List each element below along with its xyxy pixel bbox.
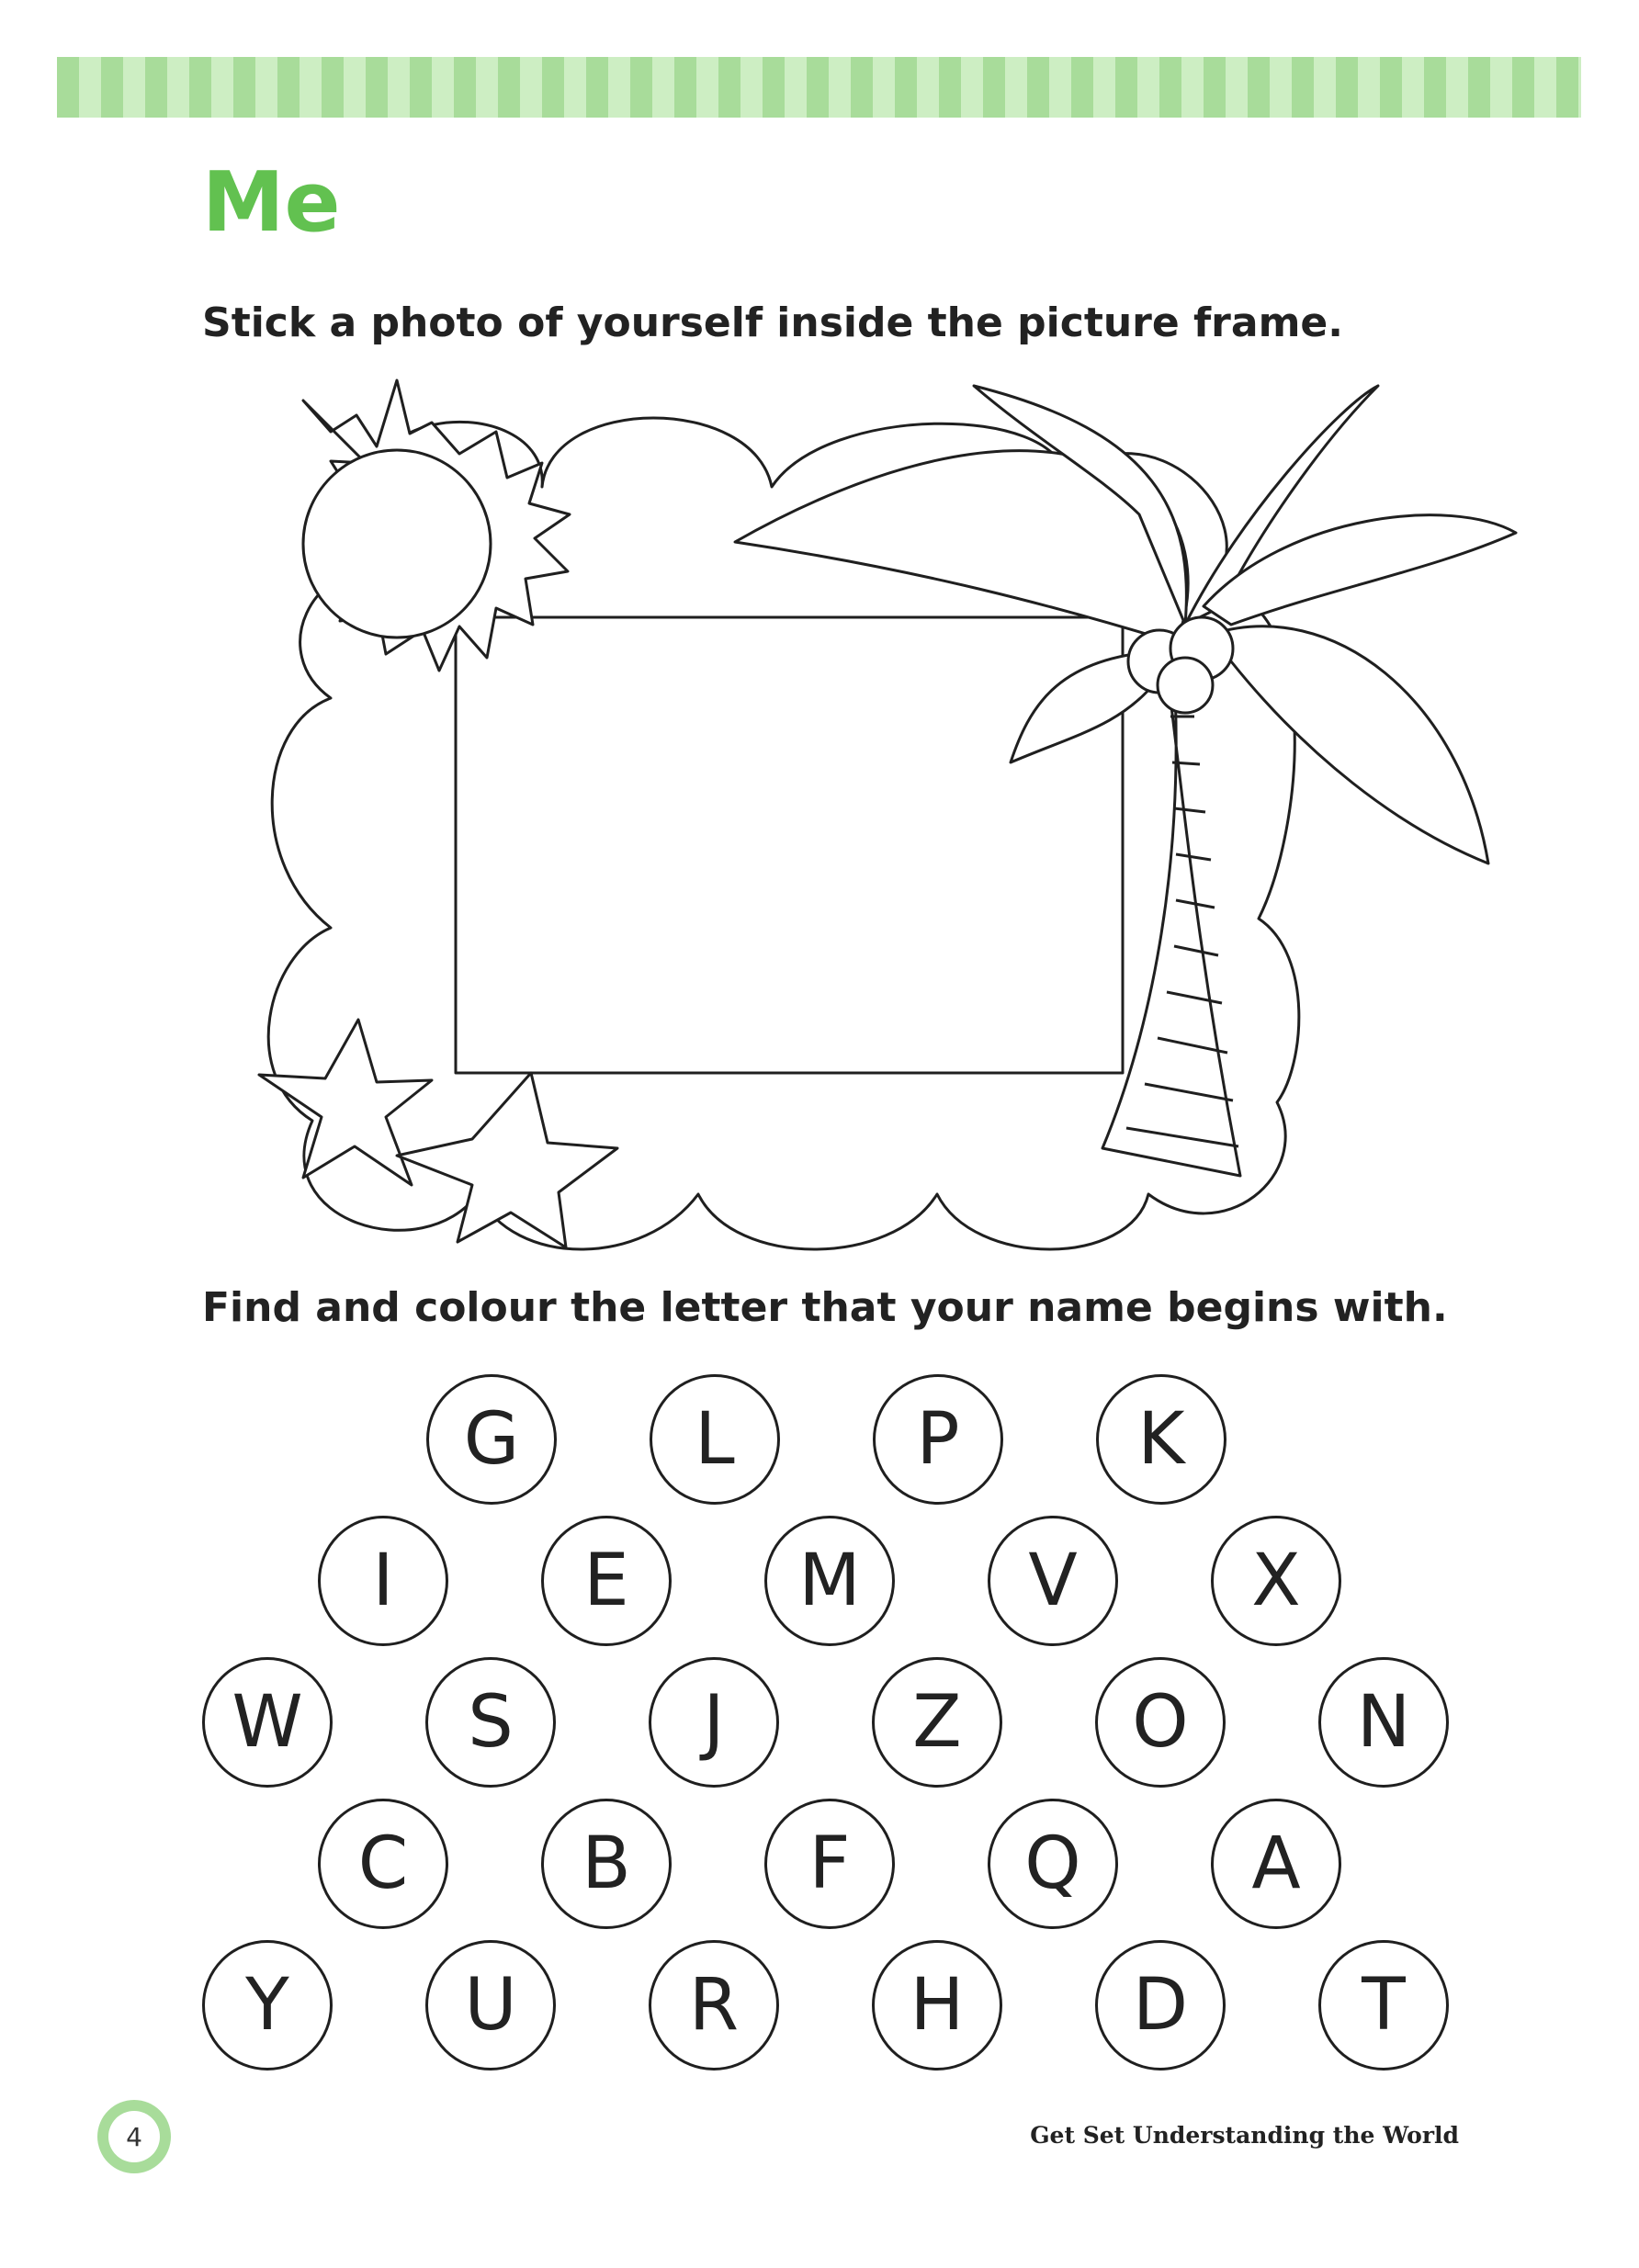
letter-label: O <box>1132 1681 1189 1764</box>
photo-area <box>456 617 1123 1073</box>
letter-circle-s[interactable] <box>425 1657 556 1788</box>
letter-label: N <box>1356 1681 1411 1764</box>
letter-circle-i[interactable] <box>318 1516 448 1646</box>
page-number: 4 <box>126 2121 142 2152</box>
letter-label: A <box>1251 1822 1301 1905</box>
letter-circle-g[interactable] <box>426 1374 557 1505</box>
letter-circle-u[interactable] <box>425 1940 556 2071</box>
letter-circle-m[interactable] <box>764 1516 895 1646</box>
letter-label: P <box>916 1398 960 1481</box>
letter-label: M <box>798 1540 861 1622</box>
footer-text: Get Set Understanding the World <box>1030 2122 1459 2149</box>
letter-circle-r[interactable] <box>649 1940 779 2071</box>
letter-circle-l[interactable] <box>650 1374 780 1505</box>
letter-label: V <box>1028 1540 1078 1622</box>
letter-label: F <box>808 1822 851 1905</box>
letter-label: T <box>1362 1964 1406 2047</box>
letter-label: R <box>688 1964 740 2047</box>
letter-circle-f[interactable] <box>764 1799 895 1929</box>
letter-label: Q <box>1024 1822 1081 1905</box>
instruction-photo: Stick a photo of yourself inside the picture frame. <box>202 299 1343 346</box>
letter-circle-v[interactable] <box>988 1516 1118 1646</box>
letter-circle-p[interactable] <box>873 1374 1003 1505</box>
letter-label: G <box>463 1398 520 1481</box>
letter-label: C <box>357 1822 409 1905</box>
letter-label: W <box>232 1681 303 1764</box>
letter-label: L <box>695 1398 735 1481</box>
page-number-badge <box>96 2098 173 2175</box>
letter-circle-j[interactable] <box>649 1657 779 1788</box>
letter-circle-t[interactable] <box>1318 1940 1449 2071</box>
letter-label: K <box>1137 1398 1185 1481</box>
letter-circle-b[interactable] <box>541 1799 672 1929</box>
letter-circle-a[interactable] <box>1211 1799 1341 1929</box>
letter-circle-x[interactable] <box>1211 1516 1341 1646</box>
instruction-letters: Find and colour the letter that your name begins with. <box>202 1284 1448 1331</box>
letter-circle-k[interactable] <box>1096 1374 1226 1505</box>
letter-circle-y[interactable] <box>202 1940 333 2071</box>
letter-label: Z <box>912 1681 962 1764</box>
letter-circle-n[interactable] <box>1318 1657 1449 1788</box>
letter-label: B <box>582 1822 631 1905</box>
letter-circle-z[interactable] <box>872 1657 1002 1788</box>
letter-label: Y <box>245 1964 289 2047</box>
letter-circle-d[interactable] <box>1095 1940 1226 2071</box>
letter-label: E <box>583 1540 629 1622</box>
letter-label: H <box>910 1964 965 2047</box>
page-title: Me <box>202 154 341 251</box>
letter-circle-c[interactable] <box>318 1799 448 1929</box>
letter-label: S <box>468 1681 514 1764</box>
letter-circle-w[interactable] <box>202 1657 333 1788</box>
letter-label: D <box>1132 1964 1189 2047</box>
letter-label: J <box>703 1681 725 1764</box>
letter-label: X <box>1251 1540 1301 1622</box>
letter-circle-o[interactable] <box>1095 1657 1226 1788</box>
letter-label: U <box>464 1964 517 2047</box>
letter-circle-e[interactable] <box>541 1516 672 1646</box>
letter-circle-h[interactable] <box>872 1940 1002 2071</box>
letter-circle-q[interactable] <box>988 1799 1118 1929</box>
letter-label: I <box>372 1540 394 1622</box>
